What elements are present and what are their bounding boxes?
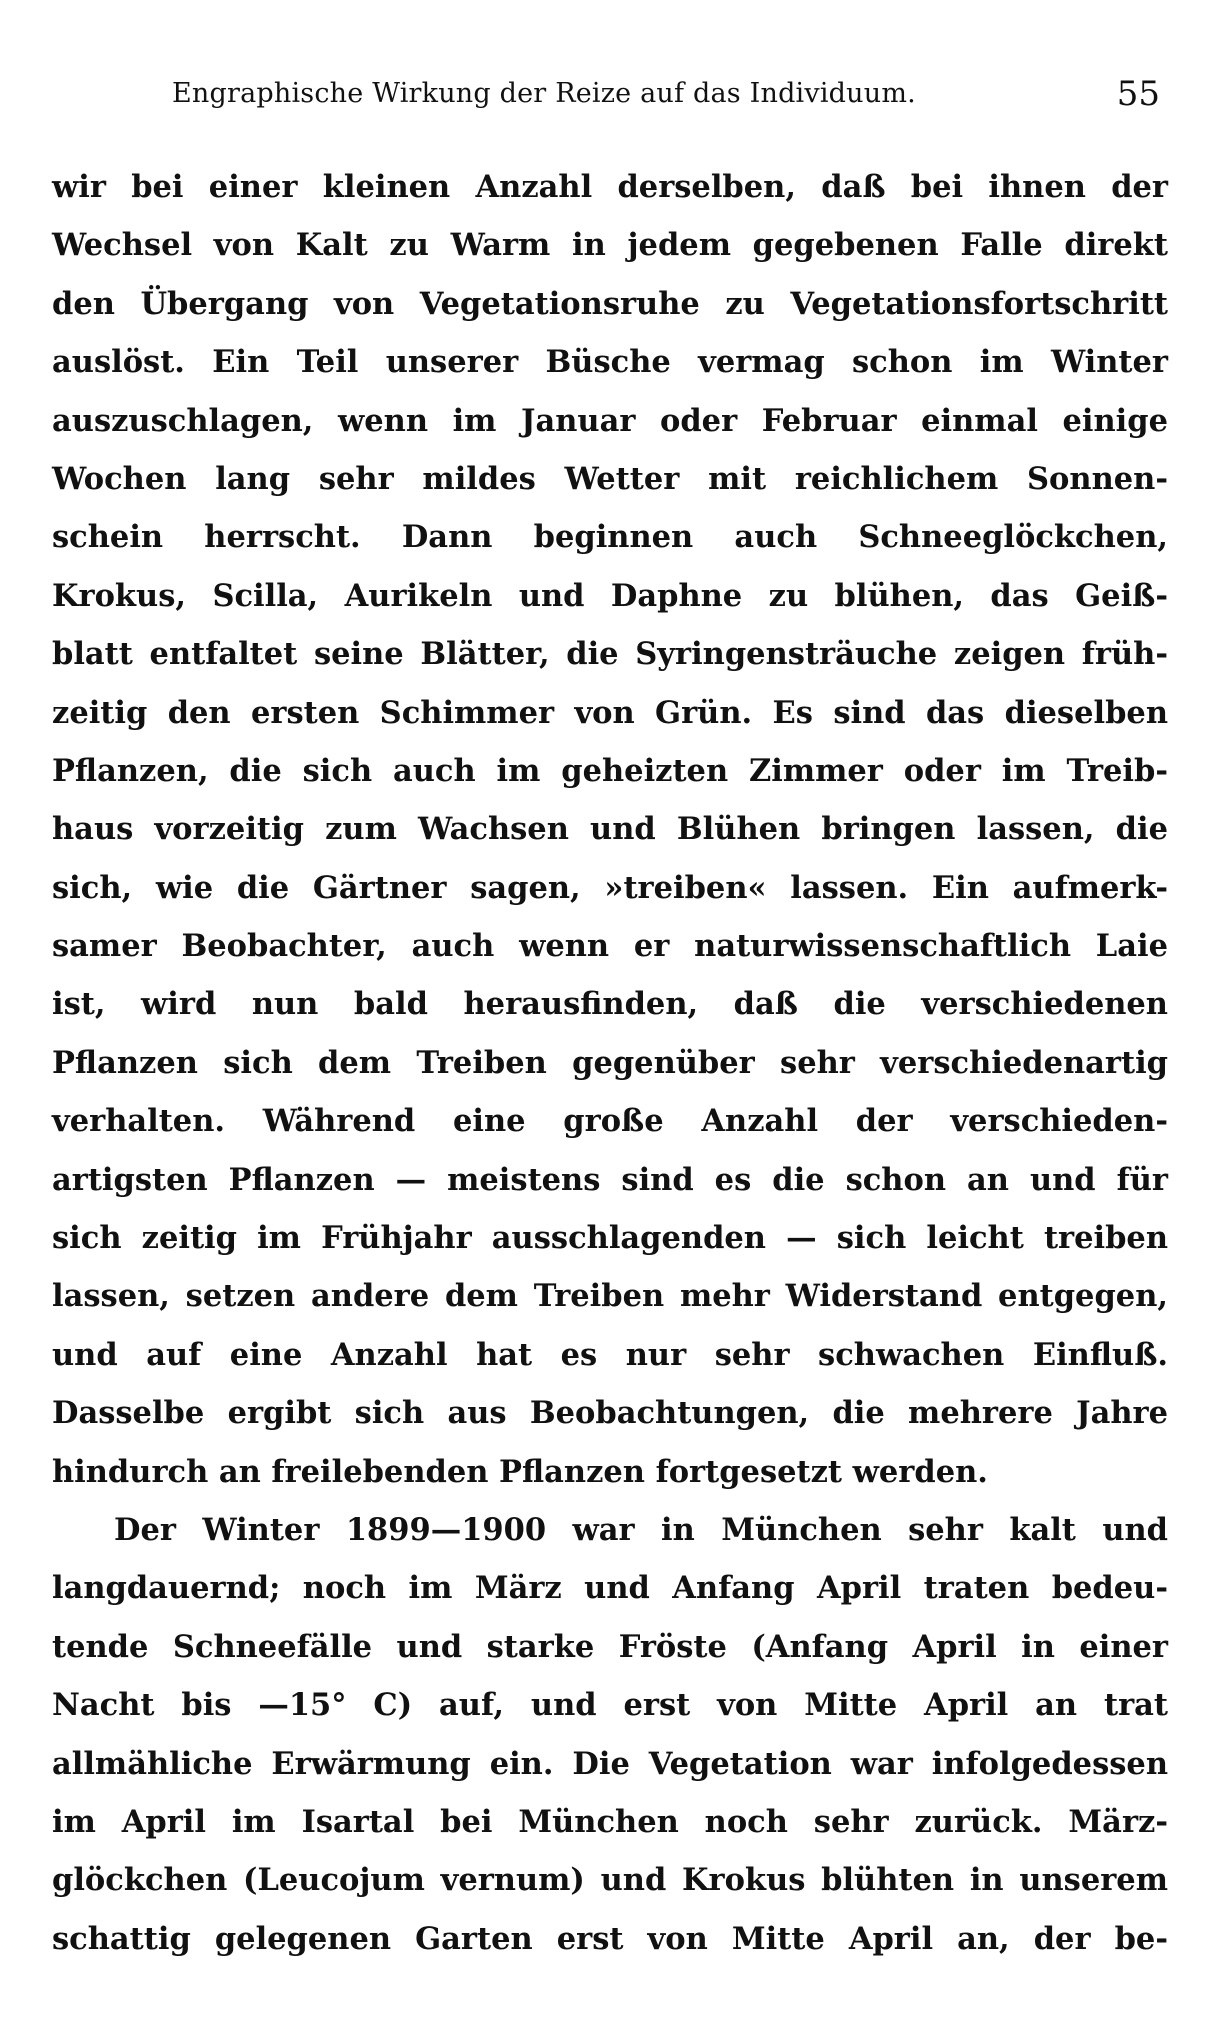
text-line: lassen, setzen andere dem Treiben mehr Widerstand entgegen, [52,1278,1168,1315]
text-line: Krokus, Scilla, Aurikeln und Daphne zu blühen, das Geiß- [52,577,1168,614]
text-line: Der Winter 1899—1900 war in München sehr kalt und [114,1511,1168,1548]
text-line: auszuschlagen, wenn im Januar oder Februar einmal einige [52,402,1168,439]
text-line: glöckchen (Leucojum vernum) und Krokus blühten in unserem [52,1862,1168,1899]
text-line: allmähliche Erwärmung ein. Die Vegetation war infolgedessen [52,1745,1168,1782]
text-line: samer Beobachter, auch wenn er naturwissenschaftlich Laie [52,928,1168,965]
text-line: sich zeitig im Frühjahr ausschlagenden — sich leicht treiben [52,1220,1168,1257]
paragraph-2 [52,1501,1168,1968]
text-line: blatt entfaltet seine Blätter, die Syringensträuche zeigen früh- [52,636,1168,673]
text-line: schein herrscht. Dann beginnen auch Schneeglöckchen, [52,519,1168,556]
page-number: 55 [1116,74,1160,114]
text-line: ist, wird nun bald herausfinden, daß die verschiedenen [52,986,1168,1023]
text-line: und auf eine Anzahl hat es nur sehr schwachen Einfluß. [52,1336,1168,1373]
text-line: auslöst. Ein Teil unserer Büsche vermag schon im Winter [52,344,1168,381]
text-line: wir bei einer kleinen Anzahl derselben, daß bei ihnen der [52,169,1168,205]
text-line: sich, wie die Gärtner sagen, »treiben« lassen. Ein aufmerk- [52,869,1168,906]
text-line: Pflanzen sich dem Treiben gegenüber sehr verschiedenartig [52,1044,1168,1081]
text-line: Wochen lang sehr mildes Wetter mit reichlichem Sonnen- [52,460,1168,497]
running-title: Engraphische Wirkung der Reize auf das Individuum. [172,78,916,109]
body-text [52,158,1168,1968]
paragraph-1 [52,158,1168,1501]
book-page [52,0,1168,2028]
text-line: verhalten. Während eine große Anzahl der verschieden- [52,1103,1168,1140]
text-line: haus vorzeitig zum Wachsen und Blühen bringen lassen, die [52,811,1168,848]
text-line: Dasselbe ergibt sich aus Beobachtungen, die mehrere Jahre [52,1395,1168,1432]
text-line: im April im Isartal bei München noch sehr zurück. März- [52,1803,1168,1840]
text-line: artigsten Pflanzen — meistens sind es die schon an und für [52,1161,1168,1198]
text-line: Wechsel von Kalt zu Warm in jedem gegebenen Falle direkt [52,227,1168,264]
running-head [52,74,1168,128]
text-line: langdauernd; noch im März und Anfang April traten bedeu- [52,1570,1168,1607]
text-line: den Übergang von Vegetationsruhe zu Vegetationsfortschritt [52,285,1168,322]
text-line: zeitig den ersten Schimmer von Grün. Es sind das dieselben [52,694,1168,731]
text-line: hindurch an freilebenden Pflanzen fortgesetzt werden. [52,1453,988,1490]
text-line: Nacht bis —15° C) auf, und erst von Mitte April an trat [52,1687,1168,1724]
text-line: schattig gelegenen Garten erst von Mitte April an, der be- [52,1920,1168,1957]
text-line: tende Schneefälle und starke Fröste (Anfang April in einer [52,1628,1168,1665]
text-line: Pflanzen, die sich auch im geheizten Zimmer oder im Treib- [52,752,1168,789]
